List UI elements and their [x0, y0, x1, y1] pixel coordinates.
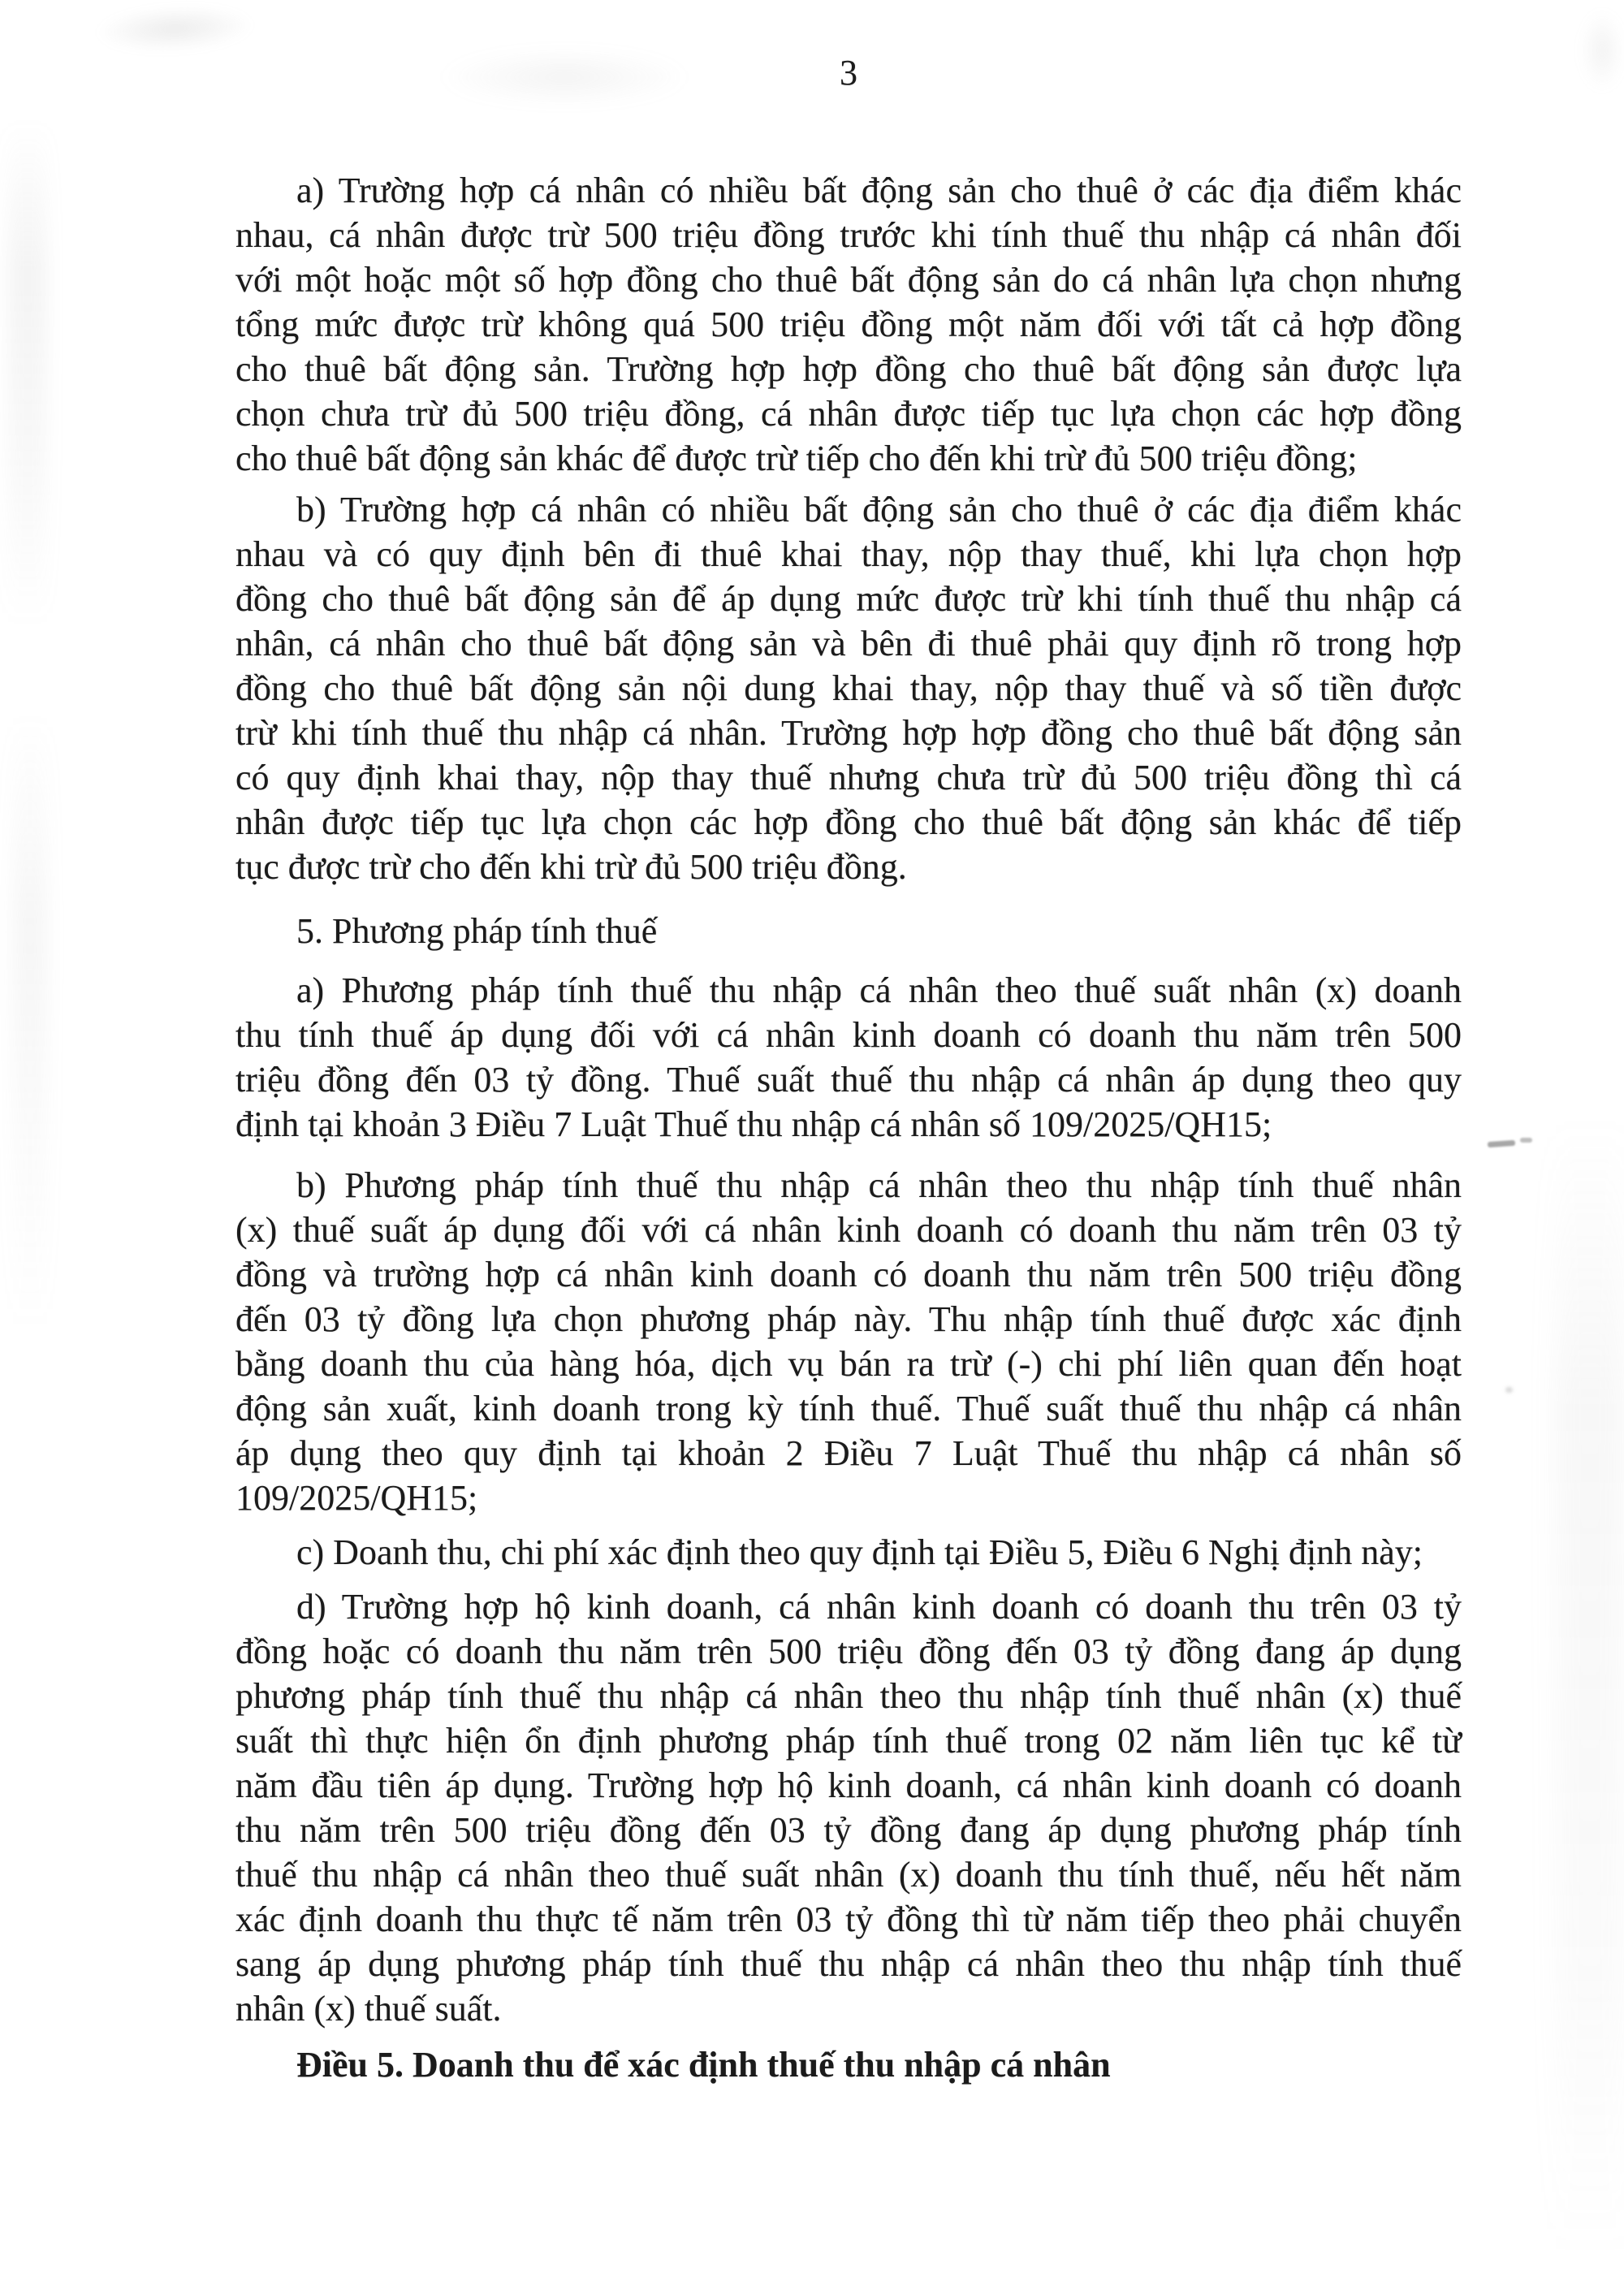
text-line: thu tính thuế áp dụng đối với cá nhân kinh doanh có doanh thu năm trên 500 [235, 1015, 1462, 1055]
text-line: đồng cho thuê bất động sản để áp dụng mức được trừ khi tính thuế thu nhập cá [235, 579, 1462, 619]
clause-5c-paragraph [235, 1530, 1462, 1575]
text-line: cho thuê bất động sản khác để được trừ tiếp cho đến khi trừ đủ 500 triệu đồng; [235, 439, 1358, 478]
text-line: 109/2025/QH15; [235, 1478, 478, 1518]
scan-mark [1520, 1138, 1532, 1143]
text-line: tổng mức được trừ không quá 500 triệu đồng một năm đối với tất cả hợp đồng [235, 305, 1462, 344]
text-line: nhân được tiếp tục lựa chọn các hợp đồng cho thuê bất động sản khác để tiếp [235, 802, 1462, 842]
text-line: chọn chưa trừ đủ 500 triệu đồng, cá nhân được tiếp tục lựa chọn các hợp đồng [235, 394, 1462, 434]
text-line: có quy định khai thay, nộp thay thuế nhưng chưa trừ đủ 500 triệu đồng thì cá [235, 758, 1462, 797]
text-line: năm đầu tiên áp dụng. Trường hợp hộ kinh doanh, cá nhân kinh doanh có doanh [235, 1765, 1462, 1805]
text-line: nhân, cá nhân cho thuê bất động sản và bên đi thuê phải quy định rõ trong hợp [235, 624, 1462, 663]
text-line: sang áp dụng phương pháp tính thuế thu nhập cá nhân theo thu nhập tính thuế [235, 1944, 1462, 1984]
text-line: động sản xuất, kinh doanh trong kỳ tính thuế. Thuế suất thuế thu nhập cá nhân [235, 1389, 1462, 1428]
document-body [235, 168, 1462, 2087]
text-line: đồng cho thuê bất động sản nội dung khai thay, nộp thay thuế và số tiền được [235, 668, 1462, 708]
text-line: cho thuê bất động sản. Trường hợp hợp đồng cho thuê bất động sản được lựa [235, 349, 1462, 389]
text-line: nhau và có quy định bên đi thuê khai thay, nộp thay thuế, khi lựa chọn hợp [235, 534, 1462, 574]
scan-blotch [1556, 1121, 1624, 2258]
clause-4b-paragraph [235, 487, 1462, 889]
clause-5d-paragraph [235, 1584, 1462, 2031]
text-line: c) Doanh thu, chi phí xác định theo quy định tại Điều 5, Điều 6 Nghị định này; [296, 1532, 1423, 1572]
section-5-heading [235, 909, 1462, 953]
scan-streak [13, 715, 47, 1332]
text-line: đồng hoặc có doanh thu năm trên 500 triệu đồng đến 03 tỷ đồng đang áp dụng [235, 1631, 1462, 1671]
text-line: d) Trường hợp hộ kinh doanh, cá nhân kinh doanh có doanh thu trên 03 tỷ [296, 1587, 1462, 1627]
text-line: triệu đồng đến 03 tỷ đồng. Thuế suất thuế thu nhập cá nhân áp dụng theo quy [235, 1060, 1462, 1100]
text-line: trừ khi tính thuế thu nhập cá nhân. Trường hợp hợp đồng cho thuê bất động sản [235, 713, 1462, 753]
page-number: 3 [840, 53, 857, 93]
text-line: (x) thuế suất áp dụng đối với cá nhân kinh doanh có doanh thu năm trên 03 tỷ [235, 1210, 1462, 1250]
scan-smudge [95, 2, 256, 55]
text-line: nhau, cá nhân được trừ 500 triệu đồng trước khi tính thuế thu nhập cá nhân đối [235, 215, 1462, 255]
text-line: phương pháp tính thuế thu nhập cá nhân theo thu nhập tính thuế nhân (x) thuế [235, 1676, 1462, 1716]
scan-streak [8, 122, 47, 625]
text-line: a) Phương pháp tính thuế thu nhập cá nhân theo thuế suất nhân (x) doanh [296, 970, 1462, 1010]
text-line: áp dụng theo quy định tại khoản 2 Điều 7 Luật Thuế thu nhập cá nhân số [235, 1433, 1462, 1473]
text-line: 5. Phương pháp tính thuế [296, 911, 658, 951]
text-line: đến 03 tỷ đồng lựa chọn phương pháp này. Thu nhập tính thuế được xác định [235, 1299, 1462, 1339]
text-line: Điều 5. Doanh thu để xác định thuế thu nhập cá nhân [296, 2045, 1111, 2085]
text-line: tục được trừ cho đến khi trừ đủ 500 triệu đồng. [235, 847, 907, 887]
text-line: định tại khoản 3 Điều 7 Luật Thuế thu nhập cá nhân số 109/2025/QH15; [235, 1104, 1272, 1144]
clause-5b-paragraph [235, 1163, 1462, 1520]
text-line: nhân (x) thuế suất. [235, 1989, 502, 2029]
clause-4a-paragraph [235, 168, 1462, 481]
text-line: xác định doanh thu thực tế năm trên 03 tỷ đồng thì từ năm tiếp theo phải chuyển [235, 1899, 1462, 1939]
text-line: b) Trường hợp cá nhân có nhiều bất động sản cho thuê ở các địa điểm khác [296, 490, 1462, 529]
scan-speck [1505, 1387, 1513, 1393]
text-line: thu năm trên 500 triệu đồng đến 03 tỷ đồng đang áp dụng phương pháp tính [235, 1810, 1462, 1850]
text-line: với một hoặc một số hợp đồng cho thuê bất động sản do cá nhân lựa chọn nhưng [235, 260, 1462, 300]
text-line: thuế thu nhập cá nhân theo thuế suất nhân (x) doanh thu tính thuế, nếu hết năm [235, 1855, 1462, 1895]
article-5-heading [235, 2042, 1462, 2087]
scan-smudge [1580, 10, 1624, 91]
text-line: a) Trường hợp cá nhân có nhiều bất động sản cho thuê ở các địa điểm khác [296, 171, 1462, 210]
text-line: đồng và trường hợp cá nhân kinh doanh có doanh thu năm trên 500 triệu đồng [235, 1255, 1462, 1294]
text-line: b) Phương pháp tính thuế thu nhập cá nhân theo thu nhập tính thuế nhân [296, 1165, 1462, 1205]
text-line: bằng doanh thu của hàng hóa, dịch vụ bán ra trừ (-) chi phí liên quan đến hoạt [235, 1344, 1462, 1384]
scan-mark [1488, 1140, 1515, 1147]
clause-5a-paragraph [235, 968, 1462, 1147]
text-line: suất thì thực hiện ổn định phương pháp tính thuế trong 02 năm liên tục kể từ [235, 1721, 1462, 1761]
